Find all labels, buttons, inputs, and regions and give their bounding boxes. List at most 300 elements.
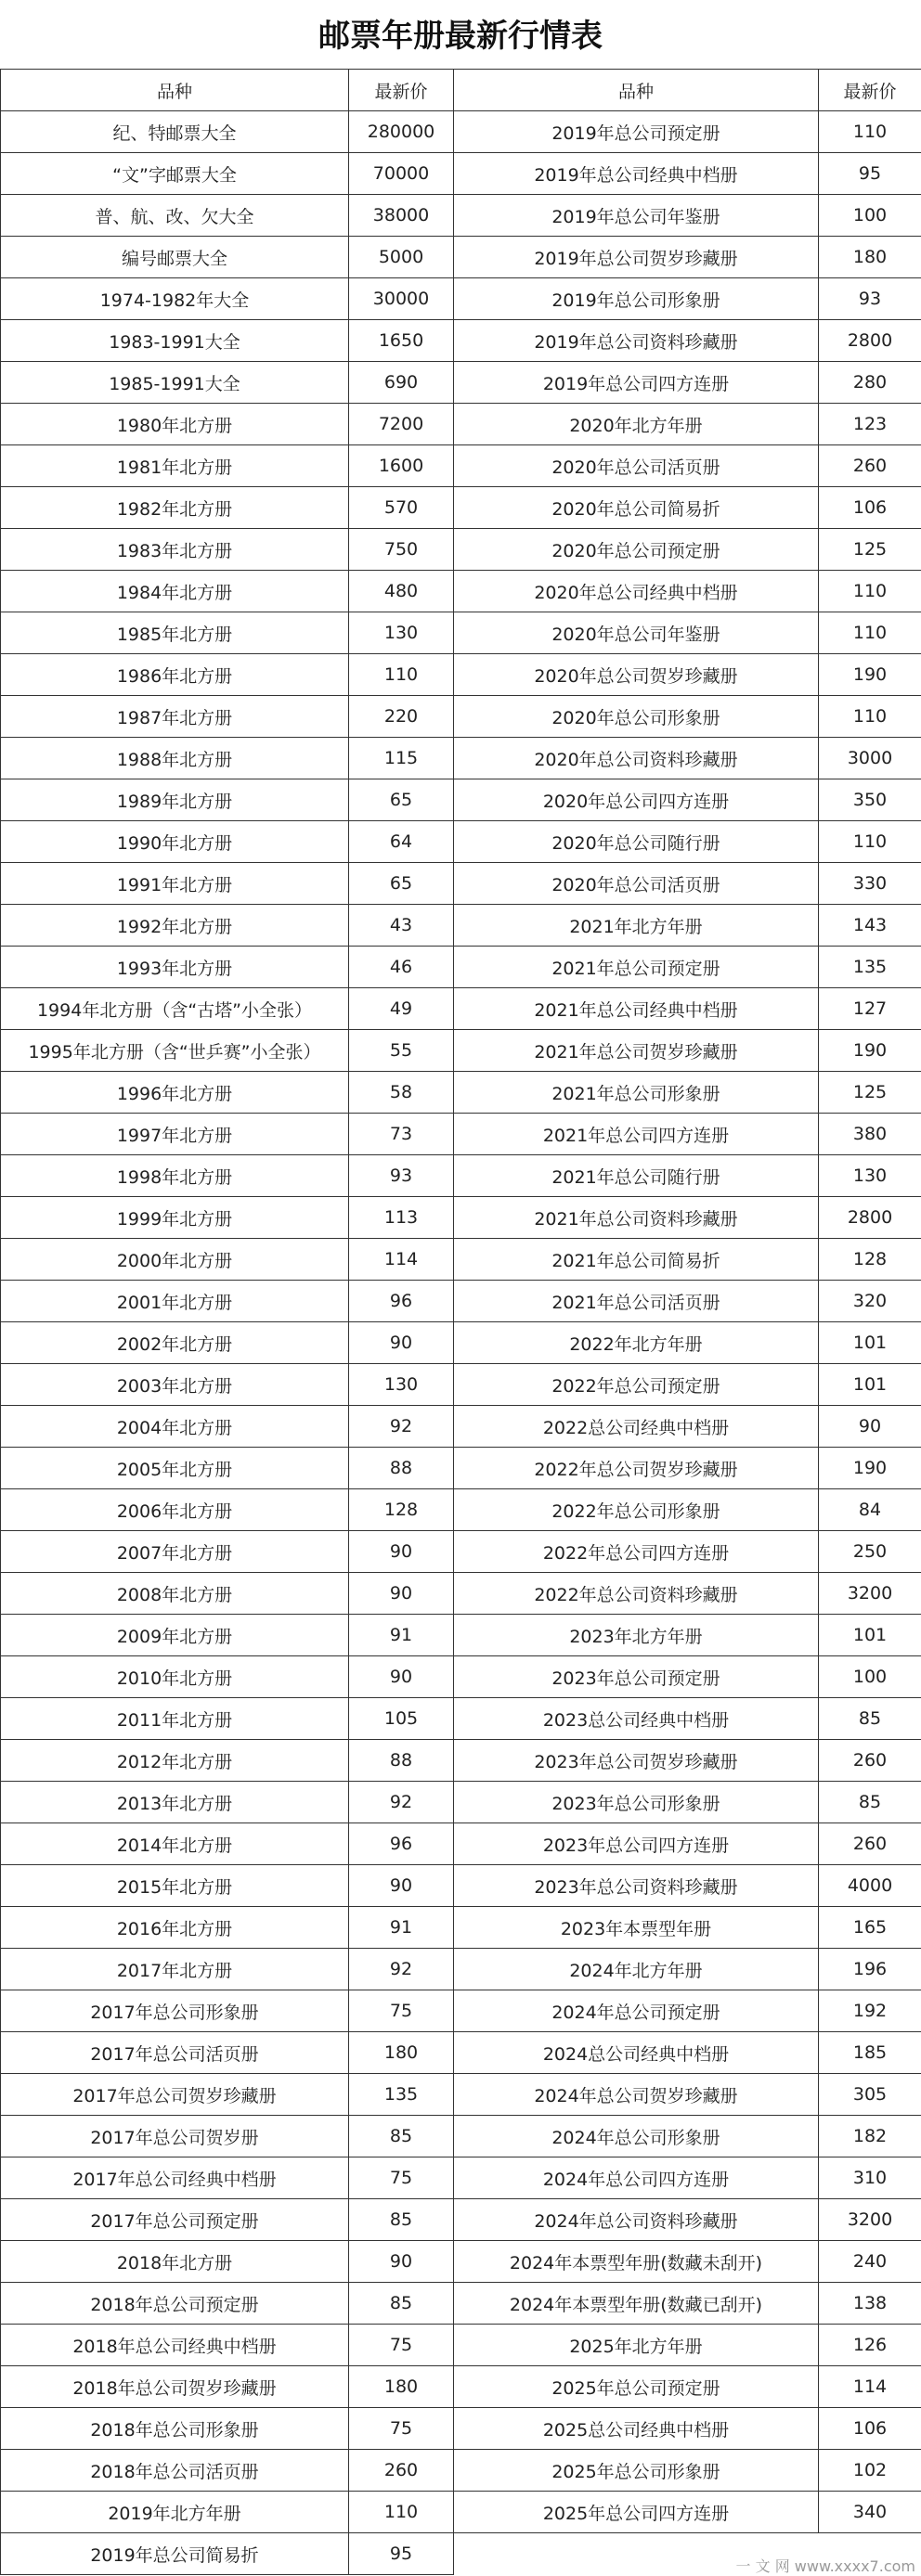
item-name-right: 2023总公司经典中档册 bbox=[454, 1698, 819, 1740]
item-price-left: 91 bbox=[349, 1615, 454, 1656]
table-header-row bbox=[1, 70, 921, 111]
item-price-right: 125 bbox=[819, 1072, 921, 1114]
table-row bbox=[1, 445, 921, 487]
item-name-right: 2024年总公司四方连册 bbox=[454, 2157, 819, 2199]
item-name-right: 2020年总公司简易折 bbox=[454, 487, 819, 529]
item-name-left: 1997年北方册 bbox=[1, 1114, 349, 1155]
item-price-left: 85 bbox=[349, 2116, 454, 2157]
item-price-left: 90 bbox=[349, 2241, 454, 2283]
table-row bbox=[1, 1865, 921, 1907]
item-name-right: 2019年总公司贺岁珍藏册 bbox=[454, 237, 819, 278]
item-name-left: 2012年北方册 bbox=[1, 1740, 349, 1782]
table-row bbox=[1, 779, 921, 821]
item-price-right: 305 bbox=[819, 2074, 921, 2116]
table-row bbox=[1, 612, 921, 654]
item-price-left: 92 bbox=[349, 1782, 454, 1823]
item-price-left: 75 bbox=[349, 2325, 454, 2366]
item-name-left: 2004年北方册 bbox=[1, 1406, 349, 1448]
table-row bbox=[1, 111, 921, 153]
item-name-left: 1974-1982年大全 bbox=[1, 278, 349, 320]
item-price-right: 101 bbox=[819, 1322, 921, 1364]
item-name-right: 2023年北方年册 bbox=[454, 1615, 819, 1656]
table-row bbox=[1, 1990, 921, 2032]
table-row bbox=[1, 1573, 921, 1615]
item-name-left: 1985年北方册 bbox=[1, 612, 349, 654]
item-name-left: 1998年北方册 bbox=[1, 1155, 349, 1197]
item-name-right: 2019年总公司年鉴册 bbox=[454, 195, 819, 237]
table-row bbox=[1, 821, 921, 863]
item-price-right: 143 bbox=[819, 905, 921, 947]
item-name-right: 2025总公司经典中档册 bbox=[454, 2408, 819, 2450]
item-price-right: 95 bbox=[819, 153, 921, 195]
item-name-left: 1988年北方册 bbox=[1, 738, 349, 779]
item-name-right: 2024年总公司资料珍藏册 bbox=[454, 2199, 819, 2241]
item-name-left: 1991年北方册 bbox=[1, 863, 349, 905]
item-price-right: 90 bbox=[819, 1406, 921, 1448]
item-price-right: 123 bbox=[819, 404, 921, 445]
item-price-left: 90 bbox=[349, 1656, 454, 1698]
header-price-right: 最新价 bbox=[819, 70, 921, 111]
item-price-left: 88 bbox=[349, 1740, 454, 1782]
item-name-right: 2024年总公司贺岁珍藏册 bbox=[454, 2074, 819, 2116]
table-row bbox=[1, 1155, 921, 1197]
item-name-right: 2019年总公司预定册 bbox=[454, 111, 819, 153]
item-name-right: 2021年总公司形象册 bbox=[454, 1072, 819, 1114]
item-price-right: 4000 bbox=[819, 1865, 921, 1907]
item-name-right: 2022年总公司预定册 bbox=[454, 1364, 819, 1406]
table-row bbox=[1, 2199, 921, 2241]
table-row bbox=[1, 1782, 921, 1823]
item-name-left: 2017年总公司贺岁珍藏册 bbox=[1, 2074, 349, 2116]
table-row bbox=[1, 1823, 921, 1865]
table-row bbox=[1, 1531, 921, 1573]
item-name-left: 2017年总公司经典中档册 bbox=[1, 2157, 349, 2199]
item-name-right: 2022年总公司资料珍藏册 bbox=[454, 1573, 819, 1615]
table-row bbox=[1, 320, 921, 362]
item-name-right: 2025年北方年册 bbox=[454, 2325, 819, 2366]
item-price-right: 3000 bbox=[819, 738, 921, 779]
item-name-left: 1983年北方册 bbox=[1, 529, 349, 571]
item-name-left: 2000年北方册 bbox=[1, 1239, 349, 1281]
item-name-right: 2020年总公司随行册 bbox=[454, 821, 819, 863]
item-name-right: 2020年总公司经典中档册 bbox=[454, 571, 819, 612]
item-name-right: 2021年北方年册 bbox=[454, 905, 819, 947]
item-name-left: 1994年北方册（含“古塔”小全张） bbox=[1, 988, 349, 1030]
table-row bbox=[1, 1239, 921, 1281]
item-name-left: 1982年北方册 bbox=[1, 487, 349, 529]
item-price-left: 220 bbox=[349, 696, 454, 738]
item-price-right: 93 bbox=[819, 278, 921, 320]
item-price-left: 85 bbox=[349, 2283, 454, 2325]
price-table bbox=[0, 69, 921, 2575]
item-price-right: 250 bbox=[819, 1531, 921, 1573]
item-price-left: 690 bbox=[349, 362, 454, 404]
table-row bbox=[1, 905, 921, 947]
table-row bbox=[1, 654, 921, 696]
item-price-right: 85 bbox=[819, 1698, 921, 1740]
item-price-right: 101 bbox=[819, 1364, 921, 1406]
item-price-right: 128 bbox=[819, 1239, 921, 1281]
item-price-left: 115 bbox=[349, 738, 454, 779]
item-price-right: 100 bbox=[819, 195, 921, 237]
item-name-right: 2024年本票型年册(数藏未刮开) bbox=[454, 2241, 819, 2283]
item-price-left: 30000 bbox=[349, 278, 454, 320]
item-price-right: 85 bbox=[819, 1782, 921, 1823]
item-name-right: 2023年总公司贺岁珍藏册 bbox=[454, 1740, 819, 1782]
item-price-left: 96 bbox=[349, 1281, 454, 1322]
item-name-left: 1992年北方册 bbox=[1, 905, 349, 947]
item-price-left: 92 bbox=[349, 1406, 454, 1448]
item-price-right: 165 bbox=[819, 1907, 921, 1949]
item-price-right: 3200 bbox=[819, 1573, 921, 1615]
item-name-right: 2024总公司经典中档册 bbox=[454, 2032, 819, 2074]
table-row bbox=[1, 2325, 921, 2366]
item-name-right: 2020年北方年册 bbox=[454, 404, 819, 445]
page-title: 邮票年册最新行情表 bbox=[318, 18, 603, 55]
item-name-right: 2019年总公司四方连册 bbox=[454, 362, 819, 404]
item-price-right: 130 bbox=[819, 1155, 921, 1197]
item-name-left: 2017年总公司活页册 bbox=[1, 2032, 349, 2074]
item-name-right: 2023年总公司资料珍藏册 bbox=[454, 1865, 819, 1907]
item-price-left: 95 bbox=[349, 2533, 454, 2575]
item-price-right: 2800 bbox=[819, 320, 921, 362]
item-name-right: 2021年总公司资料珍藏册 bbox=[454, 1197, 819, 1239]
table-row bbox=[1, 947, 921, 988]
item-name-left: 2010年北方册 bbox=[1, 1656, 349, 1698]
item-price-right: 260 bbox=[819, 1740, 921, 1782]
item-name-right: 2022年总公司形象册 bbox=[454, 1489, 819, 1531]
item-name-right: 2024年本票型年册(数藏已刮开) bbox=[454, 2283, 819, 2325]
table-row bbox=[1, 2450, 921, 2492]
item-name-right: 2021年总公司经典中档册 bbox=[454, 988, 819, 1030]
table-row bbox=[1, 1072, 921, 1114]
item-name-right: 2022年北方年册 bbox=[454, 1322, 819, 1364]
item-name-left: 1984年北方册 bbox=[1, 571, 349, 612]
table-row bbox=[1, 1698, 921, 1740]
item-price-left: 38000 bbox=[349, 195, 454, 237]
item-price-left: 750 bbox=[349, 529, 454, 571]
item-name-right: 2023年总公司形象册 bbox=[454, 1782, 819, 1823]
item-name-right: 2021年总公司简易折 bbox=[454, 1239, 819, 1281]
table-row bbox=[1, 1030, 921, 1072]
item-price-right: 84 bbox=[819, 1489, 921, 1531]
table-row bbox=[1, 1364, 921, 1406]
item-price-left: 180 bbox=[349, 2032, 454, 2074]
item-name-left: 2017年北方册 bbox=[1, 1949, 349, 1990]
item-price-left: 130 bbox=[349, 612, 454, 654]
table-row bbox=[1, 571, 921, 612]
item-price-right: 101 bbox=[819, 1615, 921, 1656]
table-row bbox=[1, 2032, 921, 2074]
item-name-right: 2024年总公司形象册 bbox=[454, 2116, 819, 2157]
item-name-right: 2021年总公司贺岁珍藏册 bbox=[454, 1030, 819, 1072]
item-name-left: 1993年北方册 bbox=[1, 947, 349, 988]
item-name-right: 2023年本票型年册 bbox=[454, 1907, 819, 1949]
table-row bbox=[1, 404, 921, 445]
item-name-right: 2025年总公司形象册 bbox=[454, 2450, 819, 2492]
item-name-right: 2019年总公司资料珍藏册 bbox=[454, 320, 819, 362]
table-row bbox=[1, 1740, 921, 1782]
item-name-right: 2020年总公司预定册 bbox=[454, 529, 819, 571]
item-price-left: 90 bbox=[349, 1322, 454, 1364]
table-row bbox=[1, 2241, 921, 2283]
item-price-left: 90 bbox=[349, 1531, 454, 1573]
table-row bbox=[1, 1489, 921, 1531]
table-row bbox=[1, 1281, 921, 1322]
item-name-left: 1981年北方册 bbox=[1, 445, 349, 487]
item-name-right: 2020年总公司活页册 bbox=[454, 863, 819, 905]
item-price-left: 280000 bbox=[349, 111, 454, 153]
table-row bbox=[1, 2408, 921, 2450]
item-price-right: 106 bbox=[819, 487, 921, 529]
item-name-left: 1989年北方册 bbox=[1, 779, 349, 821]
item-name-right: 2022年总公司贺岁珍藏册 bbox=[454, 1448, 819, 1489]
item-price-left: 65 bbox=[349, 779, 454, 821]
item-name-left: 1999年北方册 bbox=[1, 1197, 349, 1239]
item-price-left: 1600 bbox=[349, 445, 454, 487]
item-price-left: 85 bbox=[349, 2199, 454, 2241]
item-name-left: 2013年北方册 bbox=[1, 1782, 349, 1823]
item-name-left: 2008年北方册 bbox=[1, 1573, 349, 1615]
item-price-left: 58 bbox=[349, 1072, 454, 1114]
item-name-right: 2019年总公司形象册 bbox=[454, 278, 819, 320]
item-name-left: 编号邮票大全 bbox=[1, 237, 349, 278]
item-price-right: 114 bbox=[819, 2366, 921, 2408]
item-price-right: 102 bbox=[819, 2450, 921, 2492]
item-name-left: 1983-1991大全 bbox=[1, 320, 349, 362]
item-price-left: 92 bbox=[349, 1949, 454, 1990]
header-name-left: 品种 bbox=[1, 70, 349, 111]
table-row bbox=[1, 2492, 921, 2533]
item-price-left: 128 bbox=[349, 1489, 454, 1531]
item-price-left: 93 bbox=[349, 1155, 454, 1197]
item-name-left: 普、航、改、欠大全 bbox=[1, 195, 349, 237]
table-row bbox=[1, 696, 921, 738]
item-name-right: 2020年总公司贺岁珍藏册 bbox=[454, 654, 819, 696]
item-name-left: 1985-1991大全 bbox=[1, 362, 349, 404]
table-row bbox=[1, 2116, 921, 2157]
item-name-left: 2002年北方册 bbox=[1, 1322, 349, 1364]
item-name-right: 2021年总公司随行册 bbox=[454, 1155, 819, 1197]
item-price-right: 127 bbox=[819, 988, 921, 1030]
item-price-right: 240 bbox=[819, 2241, 921, 2283]
item-price-right: 190 bbox=[819, 654, 921, 696]
item-name-left: 2018年总公司活页册 bbox=[1, 2450, 349, 2492]
item-price-left: 75 bbox=[349, 2408, 454, 2450]
table-row bbox=[1, 2157, 921, 2199]
item-name-left: 2015年北方册 bbox=[1, 1865, 349, 1907]
item-name-right: 2020年总公司四方连册 bbox=[454, 779, 819, 821]
table-row bbox=[1, 2366, 921, 2408]
table-row bbox=[1, 988, 921, 1030]
table-row bbox=[1, 2074, 921, 2116]
item-name-left: 纪、特邮票大全 bbox=[1, 111, 349, 153]
item-price-right: 182 bbox=[819, 2116, 921, 2157]
item-price-right: 340 bbox=[819, 2492, 921, 2533]
item-price-left: 64 bbox=[349, 821, 454, 863]
item-name-right: 2020年总公司资料珍藏册 bbox=[454, 738, 819, 779]
item-price-right: 106 bbox=[819, 2408, 921, 2450]
item-name-left: 2009年北方册 bbox=[1, 1615, 349, 1656]
item-name-right: 2021年总公司四方连册 bbox=[454, 1114, 819, 1155]
table-row bbox=[1, 529, 921, 571]
item-price-left: 96 bbox=[349, 1823, 454, 1865]
item-name-left: “文”字邮票大全 bbox=[1, 153, 349, 195]
item-price-left: 90 bbox=[349, 1573, 454, 1615]
item-price-right: 110 bbox=[819, 571, 921, 612]
table-row bbox=[1, 237, 921, 278]
item-name-right: 2021年总公司活页册 bbox=[454, 1281, 819, 1322]
item-name-right: 2021年总公司预定册 bbox=[454, 947, 819, 988]
table-row bbox=[1, 1448, 921, 1489]
table-row bbox=[1, 738, 921, 779]
item-name-left: 2005年北方册 bbox=[1, 1448, 349, 1489]
item-price-right: 190 bbox=[819, 1030, 921, 1072]
table-row bbox=[1, 1949, 921, 1990]
item-name-right: 2020年总公司年鉴册 bbox=[454, 612, 819, 654]
item-name-right: 2022总公司经典中档册 bbox=[454, 1406, 819, 1448]
item-price-right: 192 bbox=[819, 1990, 921, 2032]
item-price-right: 110 bbox=[819, 111, 921, 153]
item-name-left: 1995年北方册（含“世乒赛”小全张） bbox=[1, 1030, 349, 1072]
item-name-right: 2025年总公司四方连册 bbox=[454, 2492, 819, 2533]
item-price-left: 7200 bbox=[349, 404, 454, 445]
item-price-left: 113 bbox=[349, 1197, 454, 1239]
table-row bbox=[1, 1114, 921, 1155]
item-price-right: 196 bbox=[819, 1949, 921, 1990]
item-price-right: 110 bbox=[819, 821, 921, 863]
item-name-right: 2020年总公司活页册 bbox=[454, 445, 819, 487]
item-price-left: 88 bbox=[349, 1448, 454, 1489]
item-name-right: 2025年总公司预定册 bbox=[454, 2366, 819, 2408]
item-name-left: 1987年北方册 bbox=[1, 696, 349, 738]
item-price-right: 3200 bbox=[819, 2199, 921, 2241]
item-name-left: 2019年总公司简易折 bbox=[1, 2533, 349, 2575]
item-name-left: 1980年北方册 bbox=[1, 404, 349, 445]
item-name-left: 1996年北方册 bbox=[1, 1072, 349, 1114]
item-price-left: 91 bbox=[349, 1907, 454, 1949]
item-price-left: 110 bbox=[349, 2492, 454, 2533]
item-price-left: 49 bbox=[349, 988, 454, 1030]
item-name-left: 2018年总公司预定册 bbox=[1, 2283, 349, 2325]
item-price-left: 105 bbox=[349, 1698, 454, 1740]
item-name-left: 2017年总公司形象册 bbox=[1, 1990, 349, 2032]
item-price-right: 280 bbox=[819, 362, 921, 404]
item-price-left: 73 bbox=[349, 1114, 454, 1155]
header-price-left: 最新价 bbox=[349, 70, 454, 111]
item-price-right: 190 bbox=[819, 1448, 921, 1489]
item-price-left: 5000 bbox=[349, 237, 454, 278]
table-row bbox=[1, 487, 921, 529]
item-price-right: 185 bbox=[819, 2032, 921, 2074]
item-price-right: 110 bbox=[819, 612, 921, 654]
item-price-left: 260 bbox=[349, 2450, 454, 2492]
table-row bbox=[1, 1197, 921, 1239]
item-name-left: 2019年北方年册 bbox=[1, 2492, 349, 2533]
item-price-right: 126 bbox=[819, 2325, 921, 2366]
item-price-right: 350 bbox=[819, 779, 921, 821]
table-row bbox=[1, 1615, 921, 1656]
item-price-right: 310 bbox=[819, 2157, 921, 2199]
item-name-right: 2022年总公司四方连册 bbox=[454, 1531, 819, 1573]
table-row bbox=[1, 863, 921, 905]
item-price-left: 75 bbox=[349, 1990, 454, 2032]
table-row bbox=[1, 362, 921, 404]
item-price-left: 43 bbox=[349, 905, 454, 947]
watermark: 一 文 网 www.xxxx7.com bbox=[735, 2557, 915, 2575]
item-name-left: 2011年北方册 bbox=[1, 1698, 349, 1740]
table-row bbox=[1, 1406, 921, 1448]
item-price-left: 570 bbox=[349, 487, 454, 529]
item-name-right: 2023年总公司四方连册 bbox=[454, 1823, 819, 1865]
table-row bbox=[1, 278, 921, 320]
item-price-right: 138 bbox=[819, 2283, 921, 2325]
item-name-left: 2001年北方册 bbox=[1, 1281, 349, 1322]
item-name-left: 2018年总公司经典中档册 bbox=[1, 2325, 349, 2366]
item-name-right: 2024年北方年册 bbox=[454, 1949, 819, 1990]
table-row bbox=[1, 1322, 921, 1364]
item-price-right: 180 bbox=[819, 237, 921, 278]
item-name-left: 2016年北方册 bbox=[1, 1907, 349, 1949]
item-price-left: 75 bbox=[349, 2157, 454, 2199]
item-price-right: 2800 bbox=[819, 1197, 921, 1239]
item-price-left: 110 bbox=[349, 654, 454, 696]
item-price-right: 135 bbox=[819, 947, 921, 988]
header-name-right: 品种 bbox=[454, 70, 819, 111]
item-price-left: 65 bbox=[349, 863, 454, 905]
item-price-left: 114 bbox=[349, 1239, 454, 1281]
item-name-right: 2023年总公司预定册 bbox=[454, 1656, 819, 1698]
item-name-right: 2020年总公司形象册 bbox=[454, 696, 819, 738]
item-name-left: 2018年总公司形象册 bbox=[1, 2408, 349, 2450]
item-name-left: 2007年北方册 bbox=[1, 1531, 349, 1573]
item-price-left: 90 bbox=[349, 1865, 454, 1907]
item-price-right: 320 bbox=[819, 1281, 921, 1322]
item-price-left: 135 bbox=[349, 2074, 454, 2116]
item-name-right: 2024年总公司预定册 bbox=[454, 1990, 819, 2032]
table-row bbox=[1, 195, 921, 237]
item-name-left: 1990年北方册 bbox=[1, 821, 349, 863]
item-name-left: 1986年北方册 bbox=[1, 654, 349, 696]
item-name-right: 2019年总公司经典中档册 bbox=[454, 153, 819, 195]
table-row bbox=[1, 1907, 921, 1949]
item-price-left: 130 bbox=[349, 1364, 454, 1406]
table-row bbox=[1, 1656, 921, 1698]
item-price-right: 125 bbox=[819, 529, 921, 571]
item-price-right: 380 bbox=[819, 1114, 921, 1155]
item-name-left: 2006年北方册 bbox=[1, 1489, 349, 1531]
table-row bbox=[1, 2283, 921, 2325]
item-name-left: 2003年北方册 bbox=[1, 1364, 349, 1406]
item-name-left: 2014年北方册 bbox=[1, 1823, 349, 1865]
item-name-left: 2018年北方册 bbox=[1, 2241, 349, 2283]
item-name-left: 2018年总公司贺岁珍藏册 bbox=[1, 2366, 349, 2408]
item-name-left: 2017年总公司预定册 bbox=[1, 2199, 349, 2241]
item-price-left: 55 bbox=[349, 1030, 454, 1072]
item-price-right: 110 bbox=[819, 696, 921, 738]
item-price-right: 260 bbox=[819, 445, 921, 487]
item-price-left: 70000 bbox=[349, 153, 454, 195]
item-price-left: 46 bbox=[349, 947, 454, 988]
item-price-left: 180 bbox=[349, 2366, 454, 2408]
table-row bbox=[1, 153, 921, 195]
item-price-left: 1650 bbox=[349, 320, 454, 362]
item-price-right: 330 bbox=[819, 863, 921, 905]
item-price-right: 100 bbox=[819, 1656, 921, 1698]
item-price-left: 480 bbox=[349, 571, 454, 612]
item-name-left: 2017年总公司贺岁册 bbox=[1, 2116, 349, 2157]
item-price-right: 260 bbox=[819, 1823, 921, 1865]
